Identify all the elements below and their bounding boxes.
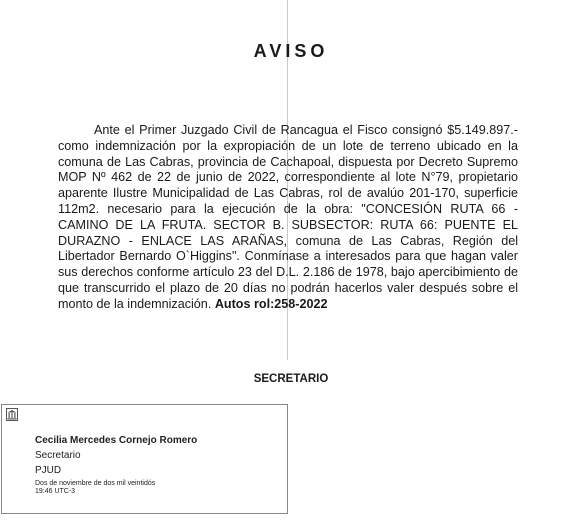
electronic-signature-box	[1, 404, 288, 514]
signature-time: 19:46 UTC-3	[35, 488, 76, 495]
case-number: Autos rol:258-2022	[214, 296, 328, 311]
court-building-icon	[6, 408, 18, 421]
signer-role: Secretario	[35, 450, 81, 461]
notice-title: AVISO	[253, 41, 329, 61]
signature-date: Dos de noviembre de dos mil veintidós	[35, 480, 156, 487]
signer-organization: PJUD	[35, 465, 62, 476]
signer-name: Cecilia Mercedes Cornejo Romero	[35, 435, 198, 446]
notice-body-main: Ante el Primer Juzgado Civil de Rancagua el Fisco consignó $5.149.897.- como indemnización por la expropiación de un lote de terreno ubicado en la comuna de Las Cabras, provincia de Cachapoal, dispuesta por Decreto Supremo MOP Nº 462 de 22 de junio de 2022, correspondiente al lote N°79, propietario aparente Ilustre Municipalidad de Las Cabras, rol de avalúo 201-170, superficie 112m2. necesario para la ejecución de la obra: "CONCESIÓN RUTA 66 - CAMINO DE LA FRUTA. SECTOR B. SUBSECTOR: RUTA 66: PUENTE EL DURAZNO - ENLACE LAS ARAÑAS, comuna de Las Cabras, Región del Libertador Bernardo O`Higgins". Conmínase a interesados para que hagan valer sus derechos conforme artículo 23 del D.L. 2.186 de 1978, bajo apercibimiento de que transcurrido el plazo de 20 días no podrán hacerlos valer después sobre el monto de la indemnización.	[58, 123, 518, 311]
signature-timestamp	[35, 480, 155, 496]
secretario-heading: SECRETARIO	[253, 373, 329, 385]
notice-body	[58, 123, 518, 313]
